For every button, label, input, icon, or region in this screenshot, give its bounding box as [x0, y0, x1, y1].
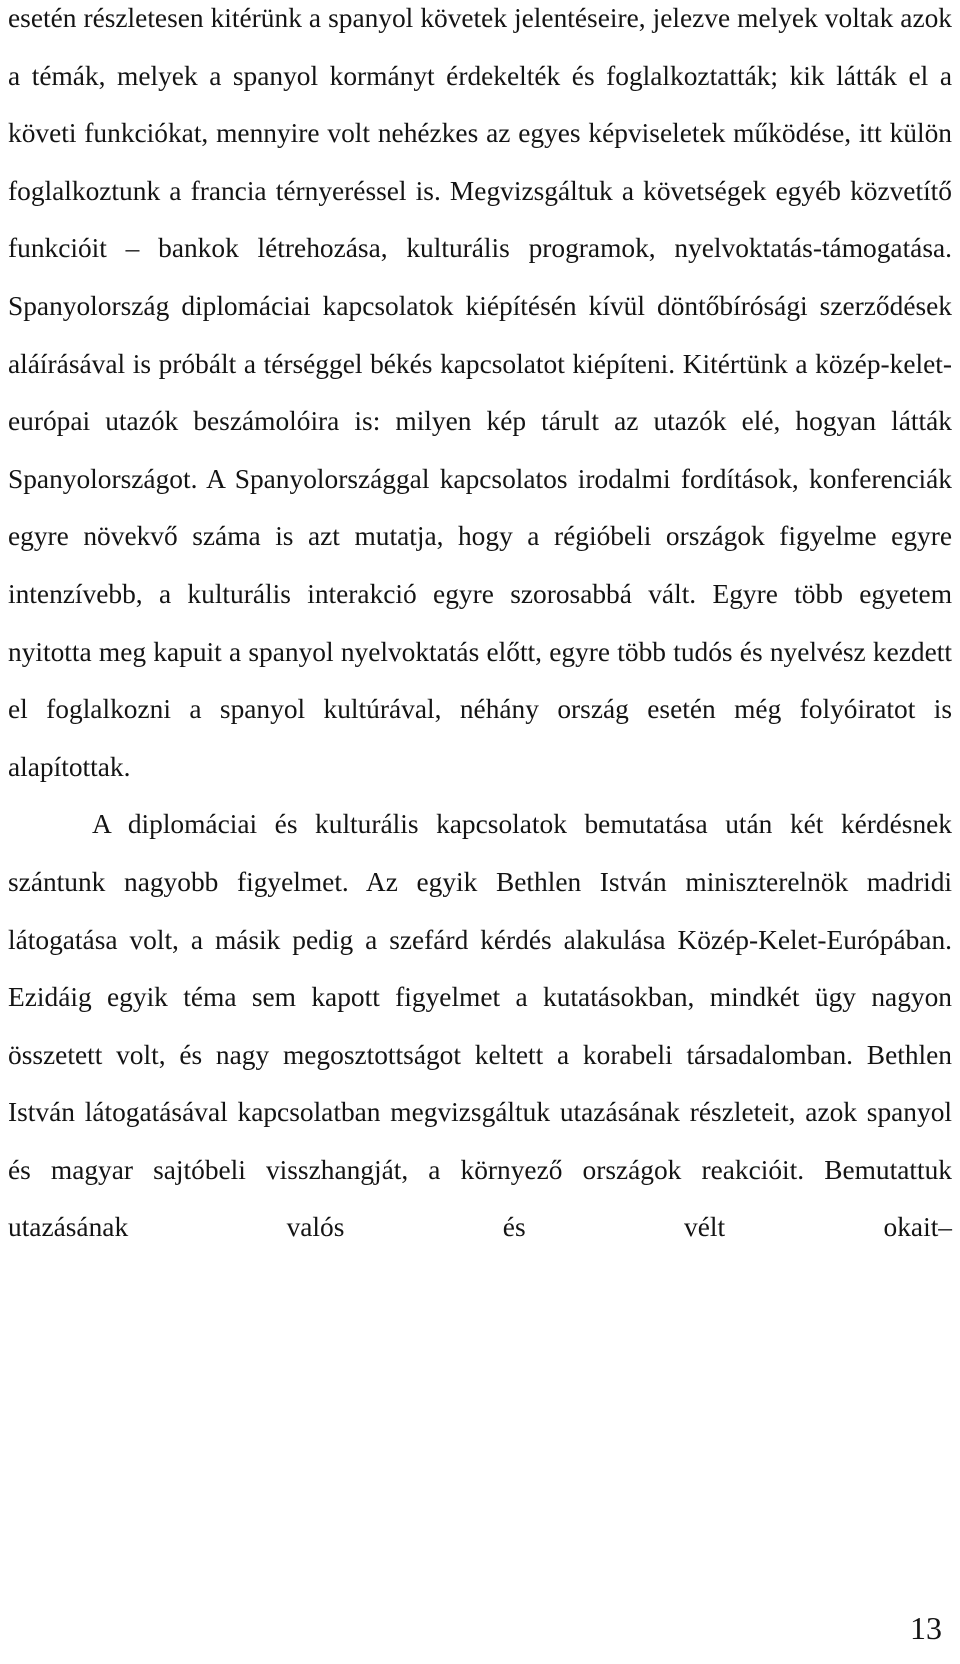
body-text: [8, 0, 952, 1257]
page-number: 13: [910, 1610, 942, 1646]
paragraph-1: esetén részletesen kitérünk a spanyol követek jelentéseire, jelezve melyek voltak azok a témák, melyek a spanyol kormányt érdekelték és foglalkoztatták; kik látták el a követi funkciókat, mennyire volt nehézkes az egyes képviseletek működése, itt külön foglalkoztunk a francia térnyeréssel is. Megvizsgáltuk a követségek egyéb közvetítő funkcióit – bankok létrehozása, kulturális programok, nyelvoktatás-támogatása. Spanyolország diplomáciai kapcsolatok kiépítésén kívül döntőbírósági szerződések aláírásával is próbált a térséggel békés kapcsolatot kiépíteni. Kitértünk a közép-kelet-európai utazók beszámolóira is: milyen kép tárult az utazók elé, hogyan látták Spanyolországot. A Spanyolországgal kapcsolatos irodalmi fordítások, konferenciák egyre növekvő száma is azt mutatja, hogy a régióbeli országok figyelme egyre intenzívebb, a kulturális interakció egyre szorosabbá vált. Egyre több egyetem nyitotta meg kapuit a spanyol nyelvoktatás előtt, egyre több tudós és nyelvész kezdett el foglalkozni a spanyol kultúrával, néhány ország esetén még folyóiratot is alapítottak.: [8, 3, 952, 782]
document-page: [8, 0, 952, 1664]
paragraph-2: A diplomáciai és kulturális kapcsolatok bemutatása után két kérdésnek szántunk nagyobb figyelmet. Az egyik Bethlen István miniszterelnök madridi látogatása volt, a másik pedig a szefárd kérdés alakulása Közép-Kelet-Európában. Ezidáig egyik téma sem kapott figyelmet a kutatásokban, mindkét ügy nagyon összetett volt, és nagy megosztottságot keltett a korabeli társadalomban. Bethlen István látogatásával kapcsolatban megvizsgáltuk utazásának részleteit, azok spanyol és magyar sajtóbeli visszhangját, a környező országok reakcióit. Bemutattuk utazásának valós és vélt okait–: [8, 809, 952, 1243]
